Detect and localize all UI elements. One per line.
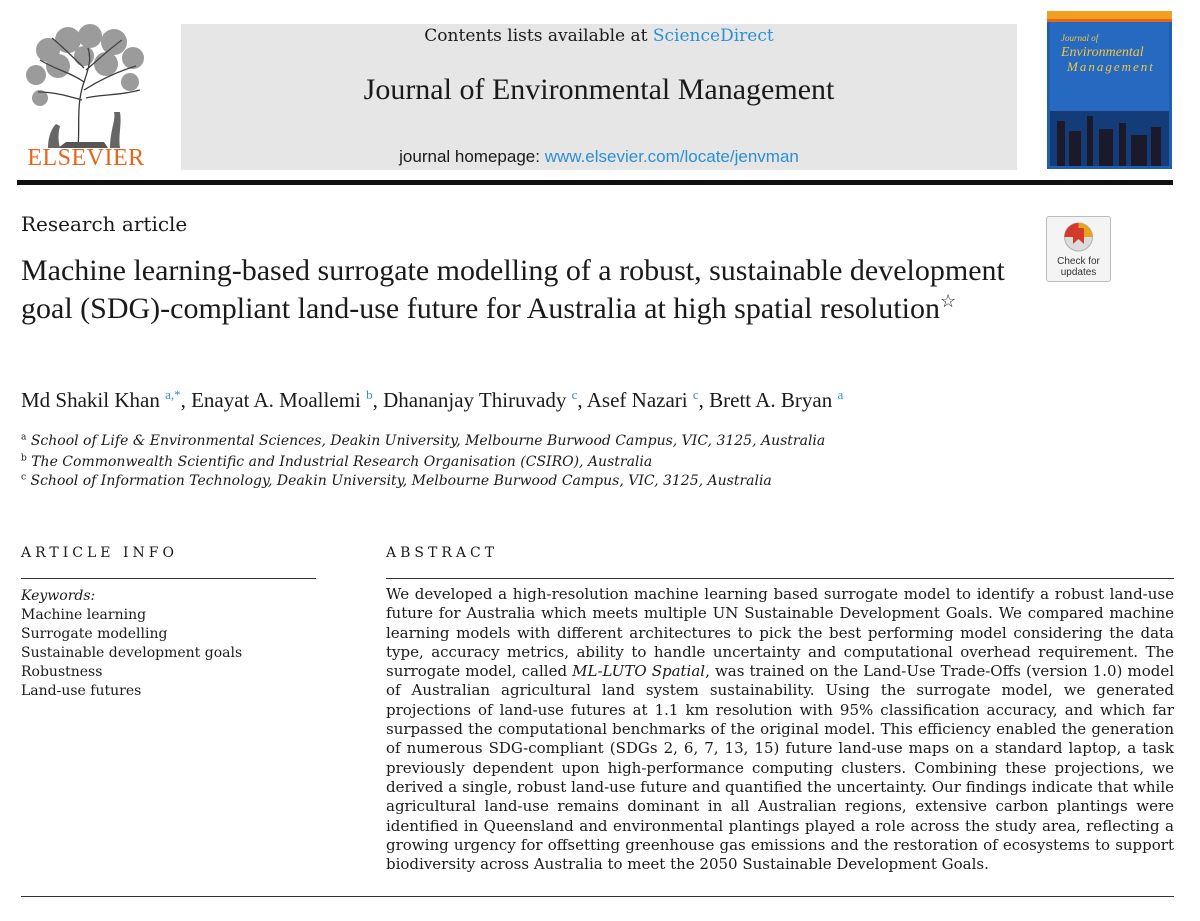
affiliation-c-text: School of Information Technology, Deakin University, Melbourne Burwood Campus, VIC, 3125, Australia [30,473,772,489]
author-separator: , [372,388,384,412]
keyword-item: Machine learning [21,607,147,623]
keywords-block [21,587,242,701]
homepage-link[interactable]: www.elsevier.com/locate/jenvman [544,147,799,166]
author-list [21,388,1121,413]
keyword-item: Sustainable development goals [21,645,243,661]
article-title [21,252,1021,328]
check-for-updates-icon [1047,217,1110,281]
contents-prefix: Contents lists available at [424,26,653,46]
author-separator: , [180,388,192,412]
affiliation-b [21,454,652,470]
abstract-heading: ABSTRACT [386,545,499,561]
affiliation-c-label: c [21,472,27,483]
affiliation-b-text: The Commonwealth Scientific and Industrial Research Organisation (CSIRO), Australia [31,454,653,470]
abstract-body [386,585,1174,874]
article-type: Research article [21,212,188,236]
bottom-divider [21,896,1174,897]
homepage-prefix: journal homepage: [399,147,545,166]
cover-line2: Environmental [1061,45,1144,60]
affiliation-a-label: a [21,432,27,443]
article-title-text: Machine learning-based surrogate modelling of a robust, sustainable development goal (SDG)-compliant land-use future for Australia at high spatial resolution [21,254,1005,325]
affiliation-a [21,433,825,449]
keyword-item: Surrogate modelling [21,626,168,642]
journal-cover-image [1047,11,1172,169]
sciencedirect-link[interactable]: ScienceDirect [652,26,774,46]
author-name[interactable]: Dhananjay Thiruvady [383,388,567,412]
contents-line [181,26,1017,46]
author-separator: , [698,388,710,412]
cover-line1: Journal of [1061,33,1099,43]
badge-line2: updates [1060,267,1097,278]
affiliation-a-text: School of Life & Environmental Sciences, Deakin University, Melbourne Burwood Campus, VIC, 3125, Australia [30,433,826,449]
author-separator: , [577,388,587,412]
badge-line1: Check for [1057,256,1100,267]
abstract-part2: , was trained on the Land-Use Trade-Offs (version 1.0) model of Australian agricultural land system sustainability. Using the surrogate model, we generated projections of land-use futures at 1.1 km resolution with 95% classification accuracy, and which far surpassed the computational benchmarks of the original model. This efficiency enabled the generation of numerous SDG-compliant (SDGs 2, 6, 7, 13, 15) future land-use maps on a standard laptop, a task previously dependent upon high-performance computing clusters. Combining these projections, we derived a single, robust land-use future and quantified the uncertainty. Our findings indicate that while agricultural land-use remains dominant in all Australian regions, extensive carbon plantings were identified in Queensland and environmental plantings played a role across the study area, reflecting a growing urgency for offsetting greenhouse gas emissions and the restoration of ecosystems to support biodiversity across Australia to meet the 2050 Sustainable Development Goals. [386,662,1175,874]
author-name[interactable]: Enayat A. Moallemi [191,388,361,412]
header-divider [17,180,1173,185]
homepage-line [181,147,1017,167]
keyword-item: Land-use futures [21,683,142,699]
article-info-divider [21,578,316,579]
article-info-heading: ARTICLE INFO [21,545,178,561]
affiliation-b-label: b [21,453,27,464]
check-for-updates-badge[interactable] [1046,216,1111,282]
title-footnote-mark[interactable]: ☆ [939,291,957,311]
author-affiliation-marker[interactable]: c [571,387,578,402]
author-name[interactable]: Brett A. Bryan [709,388,833,412]
cover-line3: Management [1067,59,1155,74]
elsevier-wordmark: ELSEVIER [27,145,145,171]
author-affiliation-marker[interactable]: a [837,387,844,402]
model-name: ML-LUTO Spatial [572,662,706,681]
keywords-label: Keywords: [21,588,96,604]
author-affiliation-marker[interactable]: c [692,387,699,402]
author-name[interactable]: Asef Nazari [586,388,688,412]
abstract-divider [386,578,1174,579]
abstract-part1: We developed a high-resolution machine learning based surrogate model to identify a robust land-use future for Australia which meets multiple UN Sustainable Development Goals. We compared machine learning models with different architectures to pick the best performing model considering the data type, accuracy metrics, ability to handle uncertainty and computational overhead requirement. The surrogate model, called [386,585,1174,681]
affiliation-c [21,473,772,489]
author-name[interactable]: Md Shakil Khan [21,388,160,412]
author-affiliation-marker[interactable]: a,* [165,387,181,402]
journal-name: Journal of Environmental Management [363,73,835,106]
author-affiliation-marker[interactable]: b [366,387,373,402]
keyword-item: Robustness [21,664,103,680]
